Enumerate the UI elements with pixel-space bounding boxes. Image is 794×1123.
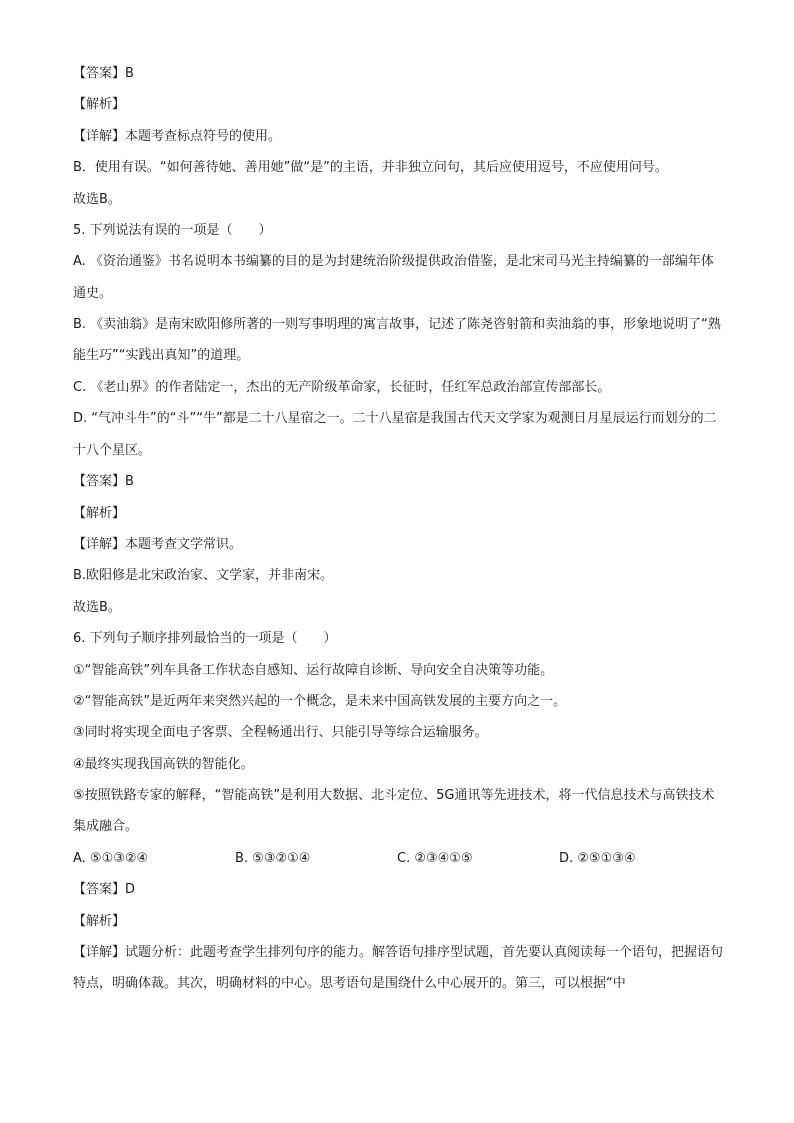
answer-label-q4: 【答案】B (73, 66, 134, 81)
question-6-option-d: D. ②⑤①③④ (559, 850, 636, 866)
question-6-option-b: B. ⑤③②①④ (235, 850, 311, 866)
detail-q5-explanation: B.欧阳修是北宋政治家、文学家，并非南宋。 (73, 568, 334, 584)
question-6-sentence-1: ①“智能高铁”列车具备工作状态自感知、运行故障自诊断、导向安全自决策等功能。 (73, 662, 554, 678)
answer-label-q5: 【答案】B (73, 474, 134, 490)
question-6-sentence-2: ②“智能高铁”是近两年来突然兴起的一个概念，是未来中国高铁发展的主要方向之一。 (73, 693, 567, 709)
detail-q5: 【详解】本题考查文学常识。 (73, 536, 243, 552)
conclusion-q5: 故选B。 (73, 599, 121, 615)
question-5-stem: 5. 下列说法有误的一项是（ ） (73, 222, 272, 238)
question-6-options (73, 849, 723, 868)
detail-q4: 【详解】本题考查标点符号的使用。 (73, 128, 282, 144)
detail-q6-explanation: 【详解】试题分析：此题考查学生排列句序的能力。解答语句排序型试题，首先要认真阅读每一个语句，把握语句特点，明确体裁。其次，明确材料的中心。思考语句是围绕什么中心展开的。第三，可以根据“中 (73, 944, 724, 992)
question-6-sentence-4: ④最终实现我国高铁的智能化。 (73, 756, 254, 772)
document-page (73, 64, 723, 1006)
question-6-option-a: A. ⑤①③②④ (73, 850, 149, 866)
detail-q4-explanation: B．使用有误。“如何善待她、善用她”做“是”的主语，并非独立问句，其后应使用逗号，不应使用问号。 (73, 159, 668, 175)
conclusion-q4: 故选B。 (73, 191, 121, 207)
question-5-option-c: C. 《老山界》的作者陆定一，杰出的无产阶级革命家，长征时，任红军总政治部宣传部部长。 (73, 379, 611, 395)
question-6-stem: 6. 下列句子顺序排列最恰当的一项是（ ） (73, 631, 337, 647)
answer-label-q6: 【答案】D (73, 882, 136, 898)
question-5-option-b: B. 《卖油翁》是南宋欧阳修所著的一则写事明理的寓言故事，记述了陈尧咨射箭和卖油翁的事，形象地说明了“熟能生巧”“实践出真知”的道理。 (73, 316, 721, 364)
analysis-label-q5: 【解析】 (73, 505, 126, 521)
question-6-sentence-5: ⑤按照铁路专家的解释，“智能高铁”是利用大数据、北斗定位、5G通讯等先进技术，将一代信息技术与高铁技术集成融合。 (73, 787, 715, 835)
question-5-option-d: D. “气冲斗牛”的“斗”“牛”都是二十八星宿之一。二十八星宿是我国古代天文学家为观测日月星辰运行而划分的二十八个星区。 (73, 411, 717, 458)
question-5-option-a: A. 《资治通鉴》书名说明本书编纂的目的是为封建统治阶级提供政治借鉴，是北宋司马光主持编纂的一部编年体通史。 (73, 254, 714, 301)
question-6-sentence-3: ③同时将实现全面电子客票、全程畅通出行、只能引导等综合运输服务。 (73, 725, 488, 741)
analysis-label-q4: 【解析】 (73, 97, 126, 113)
analysis-label-q6: 【解析】 (73, 913, 126, 929)
question-6-option-c: C. ②③④①⑤ (397, 850, 473, 866)
